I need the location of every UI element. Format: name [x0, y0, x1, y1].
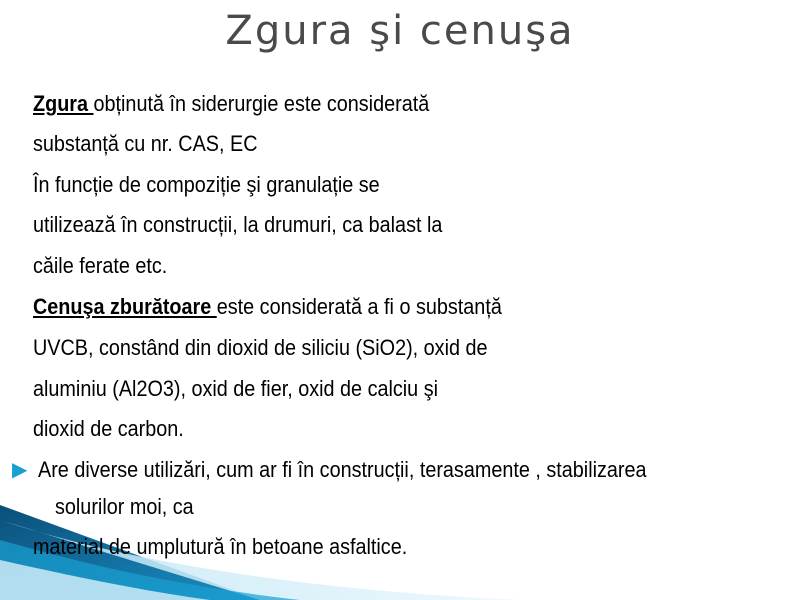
term-cenusa-zburatoare: Cenuşa zburătoare: [33, 294, 217, 319]
slide-title: Zgura şi cenuşa: [225, 8, 575, 54]
text-fragment: este considerată a fi o substanță: [216, 294, 502, 319]
text-line: material de umplutură în betoane asfaltice.: [33, 534, 408, 559]
text-line: [33, 91, 429, 117]
term-zgura: Zgura: [33, 91, 94, 116]
text-line: [33, 294, 502, 320]
bullet-arrow-icon: ▶: [12, 459, 28, 481]
bullet-text-line: Are diverse utilizări, cum ar fi în construcții, terasamente , stabilizarea: [38, 457, 647, 482]
text-line: dioxid de carbon.: [33, 416, 184, 441]
bullet-text-line: solurilor moi, ca: [55, 494, 194, 519]
text-line: utilizează în construcții, la drumuri, ca balast la: [33, 212, 443, 237]
text-line: UVCB, constând din dioxid de siliciu (SiO2), oxid de: [33, 335, 488, 360]
text-line: căile ferate etc.: [33, 253, 168, 278]
text-fragment: obținută în siderurgie este considerată: [93, 91, 430, 116]
text-line: În funcție de compoziție şi granulație se: [33, 172, 380, 197]
text-line: substanță cu nr. CAS, EC: [33, 131, 258, 156]
text-line: aluminiu (Al2O3), oxid de fier, oxid de calciu şi: [33, 376, 438, 401]
